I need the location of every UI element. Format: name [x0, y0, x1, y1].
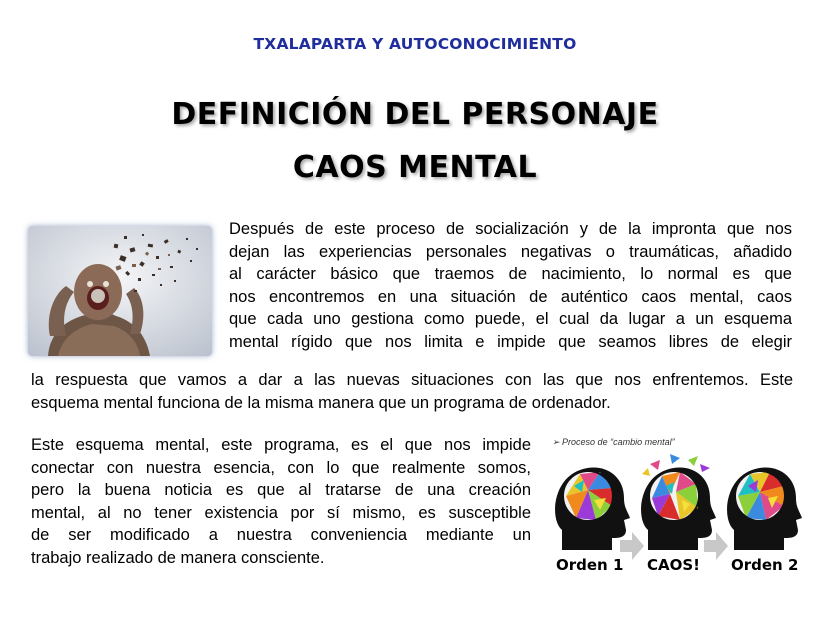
head-order-1-icon	[555, 468, 630, 550]
diagram-label-chaos: CAOS!	[647, 556, 701, 574]
paragraph-1-line: Después de este proceso de socialización y de la impronta que nos	[229, 220, 792, 238]
paragraph-2-line: Este esquema mental, este programa, es el que nos impide	[31, 436, 531, 454]
paragraph-1-line: mental rígido que nos limita e impide que seamos libres de elegir	[229, 332, 792, 351]
page-subtitle: CAOS MENTAL	[292, 150, 538, 185]
paragraph-1-line: dejan las experiencias personales negativas o traumáticas, añadido	[229, 242, 792, 261]
paragraph-2-line: trabajo realizado de manera consciente.	[31, 548, 325, 567]
paragraph-1-line: que cada uno gestiona como puede, el cual da lugar a un esquema	[229, 310, 792, 328]
paragraph-1	[229, 218, 792, 353]
diagram-label-order-1: Orden 1	[556, 556, 624, 574]
document-header: TXALAPARTA Y AUTOCONOCIMIENTO	[253, 35, 577, 53]
page-title: DEFINICIÓN DEL PERSONAJE	[171, 97, 659, 132]
paragraph-2	[31, 434, 531, 569]
paragraph-1-continuation	[31, 369, 793, 414]
arrow-right-icon	[620, 532, 644, 560]
paragraph-2-line: conectar con nuestra esencia, con lo que realmente somos,	[31, 458, 531, 477]
head-order-2-icon	[727, 468, 802, 550]
paragraph-1-continuation-line: esquema mental funciona de la misma manera que un programa de ordenador.	[31, 393, 611, 412]
chaos-figure-image	[28, 226, 212, 356]
diagram-label-order-2: Orden 2	[731, 556, 799, 574]
head-chaos-icon	[641, 454, 716, 550]
paragraph-1-continuation-line: la respuesta que vamos a dar a las nuevas situaciones con las que nos enfrentemos. Este	[31, 371, 793, 389]
paragraph-2-line: mental, al no tener existencia por sí mismo, es susceptible	[31, 503, 531, 522]
diagram-caption: ➢ Proceso de “cambio mental”	[552, 437, 675, 447]
paragraph-2-line: de ser modificado a nuestra conveniencia mediante un	[31, 526, 531, 544]
paragraph-1-line: nos encontremos en una situación de auténtico caos mental, caos	[229, 287, 792, 306]
paragraph-1-line: al carácter básico que traemos de nacimiento, lo normal es que	[229, 265, 792, 283]
paragraph-2-line: pero la buena noticia es que al tratarse de una creación	[31, 481, 531, 499]
